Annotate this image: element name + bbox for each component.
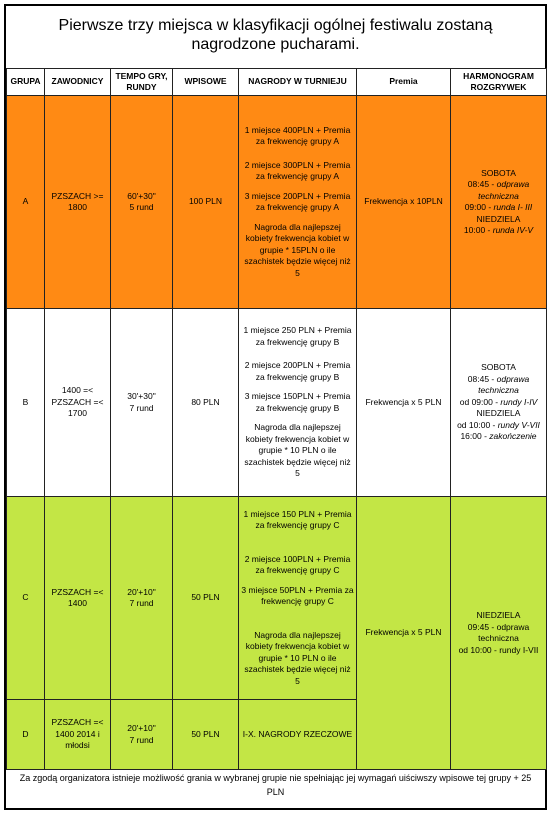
fee-cell: 80 PLN [173, 309, 239, 497]
table-row-group-a [7, 96, 547, 309]
fee-cell: 50 PLN [173, 497, 239, 700]
tempo-rounds: 7 rund [129, 402, 154, 413]
prizes-cell: I-X. NAGRODY RZECZOWE [239, 700, 357, 770]
tempo-rounds: 7 rund [129, 734, 154, 745]
table-row-group-b [7, 309, 547, 497]
players-cell: PZSZACH =< 1400 2014 i młodsi [45, 700, 111, 770]
header-prizes: NAGRODY W TURNIEJU [239, 69, 357, 96]
schedule-entry: 09:45 - odprawa techniczna [467, 621, 530, 643]
header-row [7, 69, 547, 96]
group-label: D [7, 700, 45, 770]
header-premia: Premia [357, 69, 451, 96]
schedule-day: NIEDZIELA [476, 610, 521, 620]
prize-women: Nagroda dla najlepszej kobiety frekwencja kobiet w grupie * 10 PLN o ile szachistek będzie więcej niż 5 [244, 629, 351, 686]
tempo-cell [111, 497, 173, 700]
schedule-day: NIEDZIELA [476, 213, 521, 224]
premia-cell: Frekwencja x 10PLN [357, 96, 451, 309]
prize-women: Nagroda dla najlepszej kobiety frekwencja kobiet w grupie * 10 PLN o ile szachistek będzie więcej niż 5 [244, 422, 351, 479]
schedule-cell [451, 497, 547, 770]
prize-3: 3 miejsce 200PLN + Premia za frekwencję grupy A [244, 190, 351, 213]
premia-cell: Frekwencja x 5 PLN [357, 309, 451, 497]
fee-cell: 50 PLN [173, 700, 239, 770]
tempo-cell [111, 309, 173, 497]
prize-1: 1 miejsce 250 PLN + Premia za frekwencję grupy B [243, 325, 352, 347]
schedule-entry: 16:00 - zakończenie [460, 431, 537, 442]
schedule-entry: 08:45 - odprawa techniczna [467, 179, 530, 201]
schedule-entry: 09:00 - runda I- III [464, 202, 533, 212]
tempo-time: 20'+10" [127, 723, 156, 733]
players-cell: PZSZACH =< 1400 [45, 497, 111, 700]
tournament-table [6, 68, 547, 770]
table-row-group-c [7, 497, 547, 700]
prize-1: 1 miejsce 400PLN + Premia za frekwencję grupy A [244, 124, 351, 147]
tempo-rounds: 7 rund [129, 598, 154, 608]
schedule-entry: 08:45 - odprawa techniczna [467, 373, 530, 396]
tempo-cell [111, 96, 173, 309]
players-cell: 1400 =< PZSZACH =< 1700 [45, 309, 111, 497]
schedule-cell [451, 96, 547, 309]
prizes-cell [239, 309, 357, 497]
header-group: GRUPA [7, 69, 45, 96]
tempo-rounds: 5 rund [129, 202, 154, 212]
tempo-cell [111, 700, 173, 770]
footer-note: Za zgodą organizatora istnieje możliwość grania w wybranej grupie nie spełniając jej wymagań uiściwszy wpisowe tej grupy + 25 PLN [19, 773, 532, 797]
fee-cell: 100 PLN [173, 96, 239, 309]
header-schedule: HARMONOGRAM ROZGRYWEK [451, 69, 547, 96]
schedule-entry: od 09:00 - rundy I-IV [459, 396, 538, 407]
prize-2: 2 miejsce 300PLN + Premia za frekwencję grupy A [244, 159, 351, 182]
header-players: ZAWODNICY [45, 69, 111, 96]
premia-cell: Frekwencja x 5 PLN [357, 497, 451, 770]
prize-2: 2 miejsce 200PLN + Premia za frekwencję grupy B [244, 360, 351, 382]
header-tempo: TEMPO GRY, RUNDY [111, 69, 173, 96]
schedule-entry: od 10:00 - rundy V-VII [457, 419, 540, 430]
schedule-day: SOBOTA [481, 167, 516, 178]
schedule-day: SOBOTA [481, 362, 516, 373]
header-fee: WPISOWE [173, 69, 239, 96]
page-title: Pierwsze trzy miejsca w klasyfikacji ogólnej festiwalu zostaną nagrodzone pucharami. [58, 17, 493, 53]
prize-3: 3 miejsce 50PLN + Premia za frekwencję grupy C [241, 584, 354, 607]
prize-women: Nagroda dla najlepszej kobiety frekwencja kobiet w grupie * 15PLN o ile szachistek będzie więcej niż 5 [244, 221, 351, 278]
tempo-time: 20'+10" [127, 586, 156, 597]
group-label: A [7, 96, 45, 309]
group-label: C [7, 497, 45, 700]
players-cell: PZSZACH >= 1800 [45, 96, 111, 309]
schedule-entry: od 10:00 - rundy I-VII [458, 644, 539, 655]
schedule-entry: 10:00 - runda IV-V [463, 225, 534, 235]
group-label: B [7, 309, 45, 497]
tempo-time: 60'+30" [127, 190, 156, 201]
prize-2: 2 miejsce 100PLN + Premia za frekwencję grupy C [244, 553, 351, 576]
prizes-cell [239, 96, 357, 309]
schedule-cell [451, 309, 547, 497]
prize-1: 1 miejsce 150 PLN + Premia za frekwencję grupy C [243, 508, 352, 531]
prizes-cell [239, 497, 357, 700]
prize-3: 3 miejsce 150PLN + Premia za frekwencję grupy B [244, 391, 351, 413]
schedule-day: NIEDZIELA [476, 408, 521, 419]
tempo-time: 30'+30" [127, 391, 156, 401]
